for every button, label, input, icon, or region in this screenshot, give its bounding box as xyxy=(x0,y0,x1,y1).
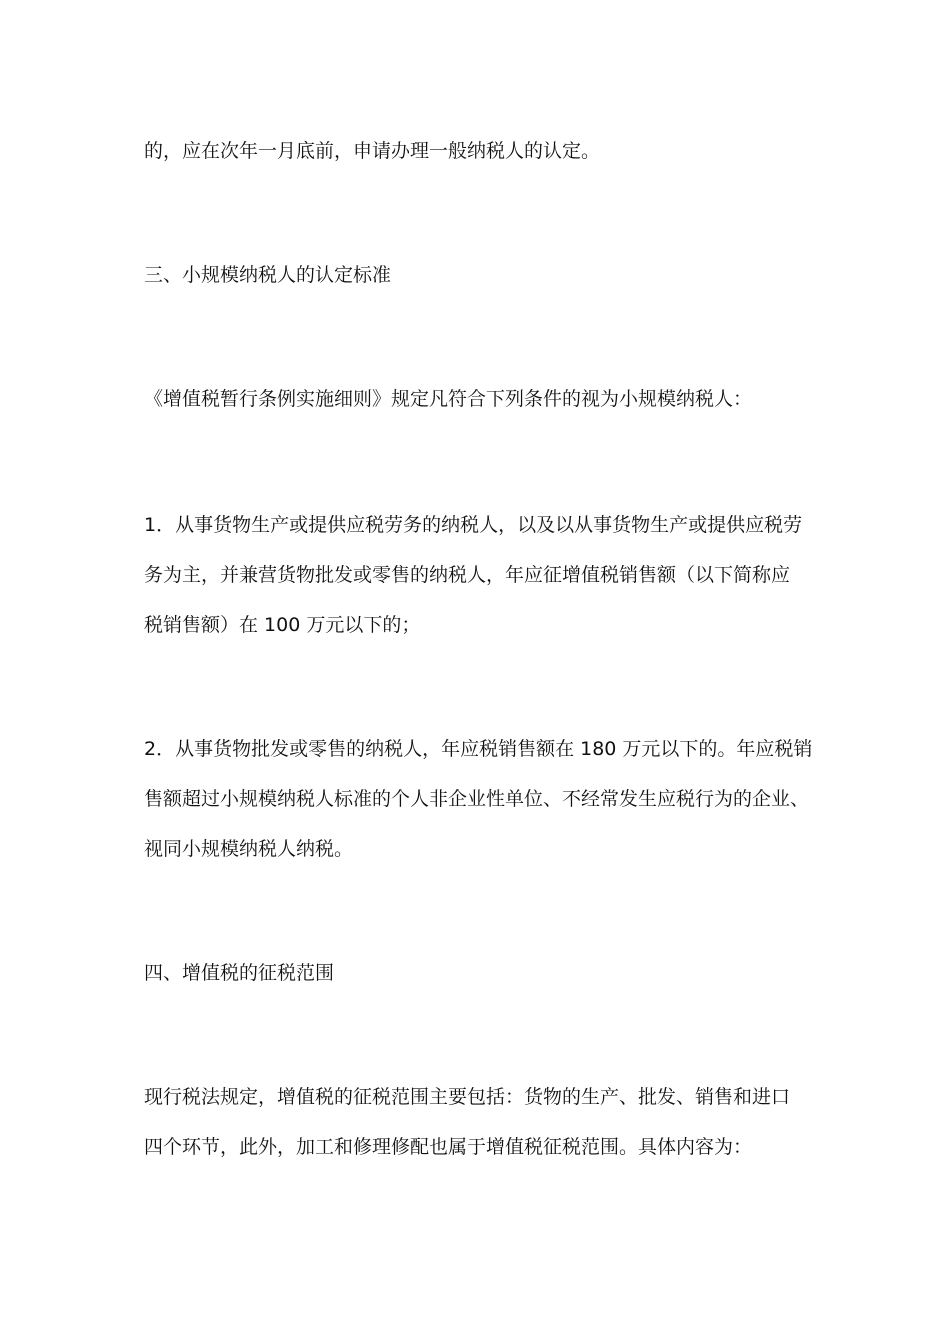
list-item-2-line-1: 2．从事货物批发或零售的纳税人，年应税销售额在 180 万元以下的。年应税销 xyxy=(144,738,813,760)
list-item-2-line-3: 视同小规模纳税人纳税。 xyxy=(144,838,354,860)
section-heading-tax-scope: 四、增值税的征税范围 xyxy=(144,962,335,984)
paragraph-continuation-line: 的，应在次年一月底前，申请办理一般纳税人的认定。 xyxy=(144,140,601,162)
list-item-1-line-1: 1．从事货物生产或提供应税劳务的纳税人，以及以从事货物生产或提供应税劳 xyxy=(144,514,803,536)
paragraph-tax-scope-line-2: 四个环节，此外，加工和修理修配也属于增值税征税范围。具体内容为： xyxy=(144,1136,753,1158)
list-item-1-line-2: 务为主，并兼营货物批发或零售的纳税人，年应征增值税销售额（以下简称应 xyxy=(144,564,791,586)
section-heading-small-scale-taxpayer: 三、小规模纳税人的认定标准 xyxy=(144,264,392,286)
list-item-1-line-3: 税销售额）在 100 万元以下的； xyxy=(144,614,421,636)
paragraph-regulation-intro: 《增值税暂行条例实施细则》规定凡符合下列条件的视为小规模纳税人： xyxy=(144,388,753,410)
paragraph-tax-scope-line-1: 现行税法规定，增值税的征税范围主要包括：货物的生产、批发、销售和进口 xyxy=(144,1086,791,1108)
list-item-2-line-2: 售额超过小规模纳税人标准的个人非企业性单位、不经常发生应税行为的企业、 xyxy=(144,788,810,810)
